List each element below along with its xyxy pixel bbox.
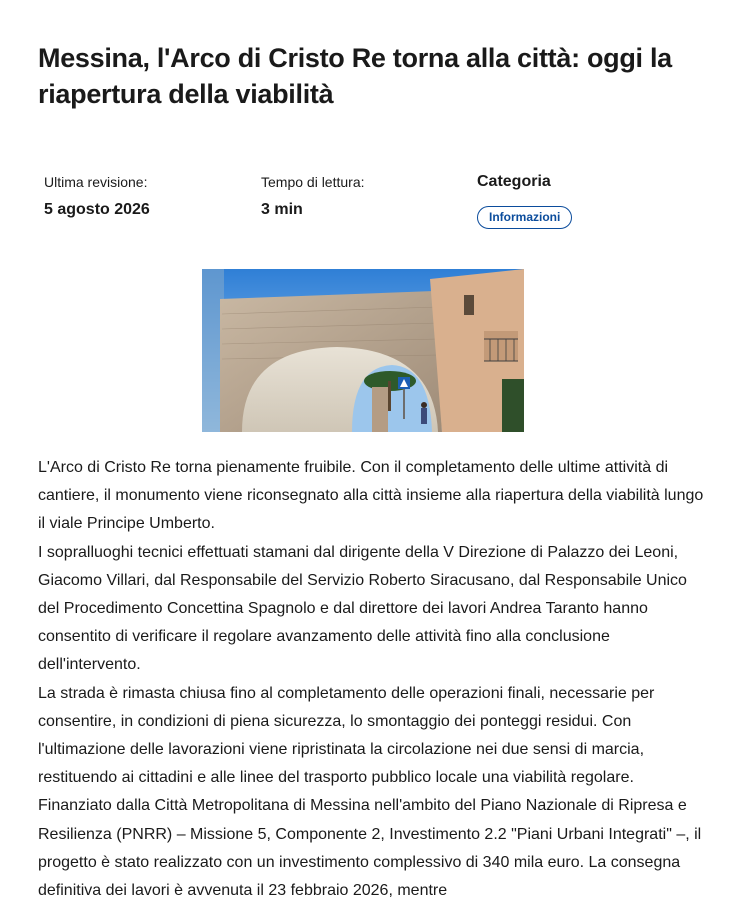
article-meta bbox=[0, 172, 747, 242]
category-info bbox=[477, 172, 572, 229]
arch-photo-icon bbox=[202, 269, 524, 432]
reading-time-value: 3 min bbox=[261, 201, 303, 218]
reading-time-info bbox=[261, 172, 365, 221]
body-paragraph: Finanziato dalla Città Metropolitana di Messina nell'ambito del Piano Nazionale di Ripresa e Resilienza (PNRR) – Missione 5, Componente 2, Investimento 2.2 "Piani Urbani Integrati" –, il progetto è stato realizzato con un investimento complessivo di 340 mila euro. La consegna definitiva dei lavori è avvenuta il 23 febbraio 2026, mentre bbox=[38, 797, 702, 900]
body-paragraph: L'Arco di Cristo Re torna pienamente fruibile. Con il completamento delle ultime attività di cantiere, il monumento viene riconsegnato alla città insieme alla riapertura della viabilità lungo il viale Principe Umberto. bbox=[38, 459, 704, 533]
body-paragraph: I sopralluoghi tecnici effettuati stamani dal dirigente della V Direzione di Palazzo dei Leoni, Giacomo Villari, dal Responsabile del Servizio Roberto Siracusano, dal Responsabile Unico del Procedimento Concettina Spagnolo e dal direttore dei lavori Andrea Taranto hanno consentito di verificare il regolare avanzamento delle attività fino alla conclusione dell'intervento. bbox=[38, 543, 687, 674]
page-title: Messina, l'Arco di Cristo Re torna alla città: oggi la riapertura della viabilità bbox=[38, 43, 672, 109]
body-paragraph: La strada è rimasta chiusa fino al completamento delle operazioni finali, necessarie per consentire, in condizioni di piena sicurezza, lo smontaggio dei ponteggi residui. Con l'ultimazione delle lavorazioni viene ripristinata la circolazione nei due sensi di marcia, restituendo ai cittadini e alle linee del trasporto pubblico locale una viabilità regolare. bbox=[38, 684, 655, 787]
reading-time-label: Tempo di lettura: bbox=[261, 174, 365, 190]
category-label: Categoria bbox=[477, 173, 551, 190]
revision-label: Ultima revisione: bbox=[44, 174, 148, 190]
category-chip-informazioni[interactable]: Informazioni bbox=[477, 206, 572, 229]
revision-info bbox=[44, 172, 150, 221]
article-image bbox=[202, 269, 524, 432]
revision-date: 5 agosto 2026 bbox=[44, 201, 150, 218]
article-body bbox=[38, 454, 708, 900]
